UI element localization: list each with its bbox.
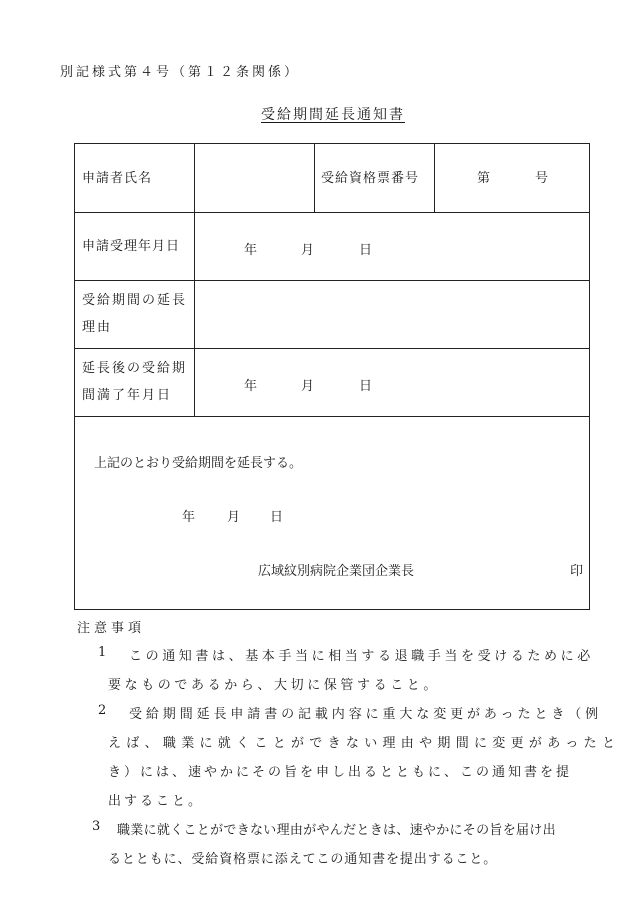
note-line: えば、職業に就くことができない理由や期間に変更があったと (108, 736, 621, 751)
application-date-label: 申請受理年月日 (82, 239, 181, 254)
issue-date-day: 日 (270, 510, 284, 525)
column-divider (314, 144, 315, 212)
note-line: 要なものであるから、大切に保管すること。 (108, 678, 441, 693)
extension-statement: 上記のとおり受給期間を延長する。 (94, 456, 303, 471)
note-line: き）には、速やかにその旨を申し出るとともに、この通知書を提 (108, 765, 573, 780)
expiry-date-month: 月 (301, 379, 315, 394)
certificate-number-label: 受給資格票番号 (321, 171, 420, 186)
issue-date-year: 年 (182, 510, 196, 525)
expiry-date-label (82, 355, 187, 409)
application-date-year: 年 (244, 243, 258, 258)
form-table (74, 143, 590, 610)
note-line: 出すること。 (108, 794, 205, 809)
column-divider (434, 144, 435, 212)
extension-reason-label (82, 287, 187, 341)
applicant-name-field[interactable] (196, 146, 312, 210)
extension-reason-label-line2: 理由 (82, 320, 113, 335)
row-divider (75, 416, 589, 417)
issuer-name: 広域紋別病院企業団企業長 (258, 564, 415, 579)
form-reference: 別記様式第４号（第１２条関係） (60, 65, 301, 80)
column-divider (194, 144, 195, 416)
certificate-number-go: 号 (535, 171, 549, 186)
seal-mark: 印 (570, 564, 584, 579)
row-divider (75, 212, 589, 213)
row-divider (75, 280, 589, 281)
note-line: 受給期間延長申請書の記載内容に重大な変更があったとき（例 (129, 707, 603, 722)
note-line: 職業に就くことができない理由がやんだときは、速やかにその旨を届け出 (117, 823, 556, 838)
document-title-text: 受給期間延長通知書 (261, 107, 405, 123)
row-divider (75, 348, 589, 349)
issue-date-month: 月 (227, 510, 241, 525)
expiry-date-day: 日 (359, 379, 373, 394)
document-title (0, 104, 630, 124)
notes-heading: 注意事項 (77, 621, 146, 636)
note-number: 3 (92, 819, 101, 834)
expiry-date-year: 年 (244, 379, 258, 394)
applicant-name-label: 申請者氏名 (82, 171, 153, 186)
expiry-date-label-line1: 延長後の受給期 (82, 361, 188, 376)
extension-reason-label-line1: 受給期間の延長 (82, 293, 188, 308)
application-date-month: 月 (301, 243, 315, 258)
note-line: るとともに、受給資格票に添えてこの通知書を提出すること。 (108, 852, 498, 867)
note-number: 1 (98, 645, 107, 660)
certificate-number-dai: 第 (477, 171, 491, 186)
note-number: 2 (98, 703, 107, 718)
expiry-date-label-line2: 間満了年月日 (82, 388, 173, 403)
extension-reason-field[interactable] (196, 282, 588, 346)
note-line: この通知書は、基本手当に相当する退職手当を受けるために必 (129, 649, 594, 664)
application-date-day: 日 (359, 243, 373, 258)
